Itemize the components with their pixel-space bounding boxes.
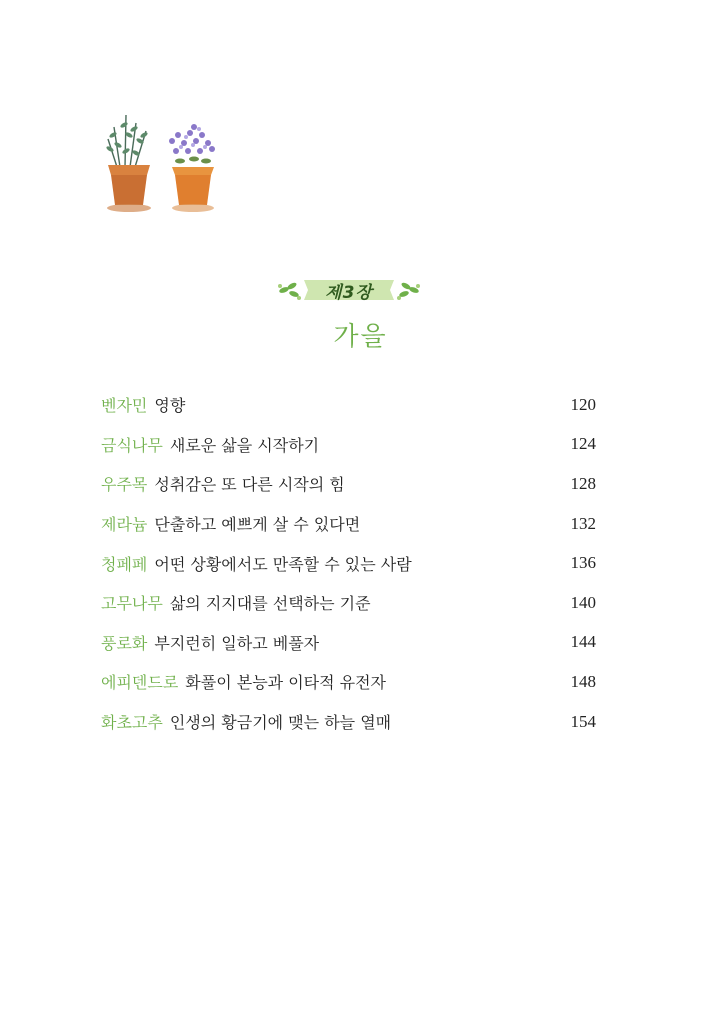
chapter-label: 제3장 (325, 283, 373, 303)
toc-page-number: 154 (570, 711, 596, 731)
chapter-banner (274, 272, 424, 308)
toc-entry[interactable] (101, 583, 596, 623)
toc-page-number: 136 (570, 553, 596, 573)
toc-plant-name: 제라늄 (101, 515, 148, 535)
toc-entry-title: 영향 (154, 396, 186, 416)
toc-page-number: 144 (570, 632, 596, 652)
toc-page-number: 148 (570, 671, 596, 691)
toc-entry[interactable] (101, 543, 596, 583)
table-of-contents (101, 385, 596, 741)
toc-entry[interactable] (101, 702, 596, 742)
toc-entry-title: 화풀이 본능과 이타적 유전자 (185, 673, 387, 693)
toc-entry-title: 삶의 지지대를 선택하는 기준 (169, 594, 371, 614)
toc-page-number: 128 (570, 473, 596, 493)
toc-entry-title: 단출하고 예쁘게 살 수 있다면 (154, 515, 361, 535)
potted-plants-illustration (100, 105, 225, 217)
toc-plant-name: 청페페 (101, 554, 148, 574)
toc-entry[interactable] (101, 662, 596, 702)
toc-page-number: 140 (570, 592, 596, 612)
toc-page-number: 120 (570, 394, 596, 414)
toc-page-number: 124 (570, 434, 596, 454)
toc-plant-name: 화초고추 (101, 713, 163, 733)
toc-plant-name: 벤자민 (101, 396, 148, 416)
toc-entry-title: 새로운 삶을 시작하기 (169, 435, 320, 455)
toc-entry[interactable] (101, 425, 596, 465)
toc-plant-name: 우주목 (101, 475, 148, 495)
toc-entry[interactable] (101, 385, 596, 425)
toc-plant-name: 고무나무 (101, 594, 163, 614)
toc-entry-title: 인생의 황금기에 맺는 하늘 열매 (169, 713, 392, 733)
toc-entry-title: 성취감은 또 다른 시작의 힘 (154, 475, 345, 495)
toc-plant-name: 에피덴드로 (101, 673, 179, 693)
toc-entry-title: 부지런히 일하고 베풀자 (154, 633, 320, 653)
toc-plant-name: 풍로화 (101, 633, 148, 653)
toc-entry[interactable] (101, 504, 596, 544)
toc-plant-name: 금식나무 (101, 435, 163, 455)
toc-entry[interactable] (101, 464, 596, 504)
toc-entry-title: 어떤 상황에서도 만족할 수 있는 사람 (154, 554, 412, 574)
chapter-title: 가을 (333, 322, 388, 352)
toc-page-number: 132 (570, 513, 596, 533)
toc-entry[interactable] (101, 623, 596, 663)
